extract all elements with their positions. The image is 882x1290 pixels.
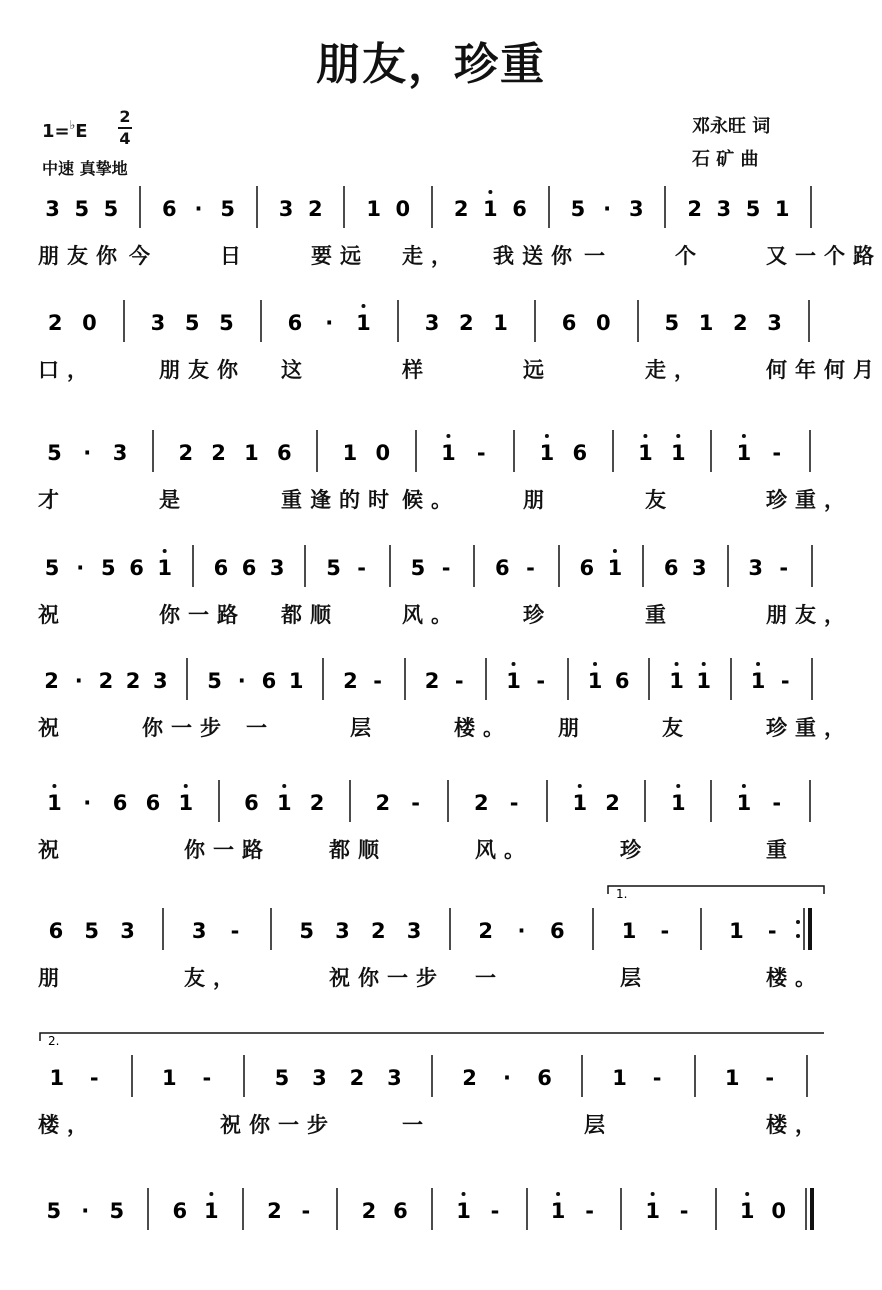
volta-bracket <box>40 1033 824 1041</box>
note: 6 <box>112 791 128 815</box>
dash-extension: - <box>679 1199 689 1223</box>
note: 1 <box>621 919 637 943</box>
note: 3 <box>387 1066 402 1090</box>
note: 2 <box>453 197 469 221</box>
octave-dot <box>512 662 516 666</box>
note: 5 <box>299 919 314 943</box>
dash-extension: - <box>441 556 451 580</box>
note: 6 <box>393 1199 408 1223</box>
note: 5 <box>410 556 426 580</box>
dash-extension: - <box>202 1066 212 1090</box>
note: 1 <box>276 791 292 815</box>
note: 3 <box>335 919 350 943</box>
lyric-syllable: 友 <box>662 715 691 740</box>
note: 2 <box>343 669 358 693</box>
note: 6 <box>561 311 577 335</box>
note: 5 <box>101 556 116 580</box>
note: 2 <box>125 669 141 693</box>
lyric-syllable: 珍 <box>620 837 649 862</box>
lyric-syllable: 珍重， <box>766 715 853 740</box>
octave-dot <box>556 1192 560 1196</box>
lyric-syllable: 我送你 <box>493 243 580 268</box>
lyric-syllable: 祝你一步 <box>220 1112 336 1137</box>
note: 5 <box>220 197 236 221</box>
note: 2 <box>733 311 748 335</box>
note: 3 <box>628 197 644 221</box>
volta-number: 1. <box>616 887 628 901</box>
note: 2 <box>211 441 226 465</box>
dot-extension: · <box>503 1066 512 1090</box>
note: 5 <box>47 441 62 465</box>
dash-extension: - <box>772 791 782 815</box>
octave-dot <box>488 190 492 194</box>
note: 2 <box>307 197 323 221</box>
note: 0 <box>771 1199 787 1223</box>
lyric-syllable: 层 <box>620 965 649 990</box>
lyric-syllable: 祝 <box>38 602 67 627</box>
note: 2 <box>478 919 494 943</box>
dot-extension: · <box>237 669 246 693</box>
lyric-syllable: 候。 <box>402 487 460 512</box>
note: 2 <box>458 311 474 335</box>
note: 1 <box>539 441 555 465</box>
lyrics-line <box>0 1242 862 1270</box>
note: 3 <box>748 556 763 580</box>
note: 1 <box>456 1199 471 1223</box>
note: 2 <box>47 311 63 335</box>
note: 6 <box>261 669 277 693</box>
note: 1 <box>288 669 304 693</box>
note: 6 <box>579 556 595 580</box>
dash-extension: - <box>509 791 519 815</box>
note: 5 <box>274 1066 290 1090</box>
note: 6 <box>244 791 259 815</box>
note: 1 <box>670 441 686 465</box>
lyric-syllable: 楼， <box>766 1112 824 1137</box>
note: 6 <box>287 311 303 335</box>
note: 1 <box>506 669 521 693</box>
dot-extension: · <box>81 1199 90 1223</box>
dash-extension: - <box>660 919 670 943</box>
lyric-syllable: 又一个路 <box>766 243 882 268</box>
note: 2 <box>370 919 386 943</box>
notation-line <box>0 178 862 288</box>
note: 1 <box>638 441 653 465</box>
lyric-syllable: 一 <box>246 715 275 740</box>
lyric-syllable: 走， <box>402 243 460 268</box>
note: 3 <box>152 669 168 693</box>
lyric-syllable: 楼。 <box>454 715 512 740</box>
lyric-syllable: 珍重， <box>766 487 853 512</box>
note: 2 <box>687 197 702 221</box>
lyric-syllable: 珍 <box>523 602 552 627</box>
octave-dot <box>52 784 56 788</box>
lyric-syllable: 风。 <box>402 602 460 627</box>
music-system <box>0 1180 862 1290</box>
note: 1 <box>724 1066 740 1090</box>
lyric-syllable: 朋友你 <box>38 243 125 268</box>
notation-line <box>0 1180 862 1290</box>
lyric-syllable: 你一步 <box>142 715 229 740</box>
dash-extension: - <box>373 669 383 693</box>
lyric-syllable: 祝 <box>38 837 67 862</box>
lyric-syllable: 才 <box>38 487 67 512</box>
note: 2 <box>349 1066 365 1090</box>
octave-dot <box>675 662 679 666</box>
note: 3 <box>767 311 782 335</box>
lyric-syllable: 都顺 <box>329 837 387 862</box>
note: 0 <box>395 197 411 221</box>
octave-dot <box>578 784 582 788</box>
lyric-syllable: 朋友你 <box>159 357 246 382</box>
dash-extension: - <box>230 919 240 943</box>
note: 6 <box>145 791 161 815</box>
lyrics-line <box>0 354 882 382</box>
note: 3 <box>112 441 128 465</box>
lyrics-line <box>0 712 862 740</box>
lyric-syllable: 楼。 <box>766 965 824 990</box>
note: 5 <box>103 197 119 221</box>
octave-dot <box>643 434 647 438</box>
dash-extension: - <box>767 919 777 943</box>
music-system <box>0 178 882 288</box>
note: 2 <box>462 1066 477 1090</box>
note: 0 <box>375 441 391 465</box>
tempo-marking: 中速 真挚地 <box>42 159 128 178</box>
lyrics-line <box>0 962 862 990</box>
notation-line <box>0 772 862 882</box>
note: 1 <box>739 1199 755 1223</box>
note: 1 <box>736 791 752 815</box>
note: 6 <box>572 441 588 465</box>
lyric-syllable: 口， <box>38 357 96 382</box>
note: 5 <box>570 197 586 221</box>
octave-dot <box>446 434 450 438</box>
note: 2 <box>267 1199 282 1223</box>
lyric-syllable: 个 <box>675 243 704 268</box>
dash-extension: - <box>301 1199 311 1223</box>
note: 1 <box>204 1199 219 1223</box>
notation-line <box>0 650 862 760</box>
lyric-syllable: 何年何月 <box>766 357 882 382</box>
note: 1 <box>607 556 623 580</box>
note: 3 <box>191 919 207 943</box>
music-system <box>0 537 862 647</box>
note: 0 <box>82 311 97 335</box>
octave-dot <box>651 1192 655 1196</box>
lyric-syllable: 朋 <box>38 965 67 990</box>
lyric-syllable: 友 <box>645 487 674 512</box>
lyric-syllable: 层 <box>350 715 379 740</box>
note: 1 <box>47 791 62 815</box>
note: 1 <box>178 791 194 815</box>
volta-number: 2. <box>48 1034 60 1048</box>
note: 2 <box>98 669 114 693</box>
note: 3 <box>45 197 60 221</box>
lyric-syllable: 都顺 <box>281 602 339 627</box>
note: 3 <box>716 197 732 221</box>
lyric-syllable: 样 <box>402 357 431 382</box>
note: 2 <box>424 669 440 693</box>
note: 1 <box>774 197 790 221</box>
note: 3 <box>406 919 422 943</box>
dot-extension: · <box>83 441 92 465</box>
note: 0 <box>595 311 611 335</box>
note: 6 <box>129 556 144 580</box>
note: 1 <box>572 791 588 815</box>
note: 2 <box>44 669 59 693</box>
music-system <box>0 1034 862 1157</box>
octave-dot <box>593 662 597 666</box>
dash-extension: - <box>779 556 789 580</box>
dash-extension: - <box>89 1066 99 1090</box>
song-title: 朋友，珍重 <box>316 39 546 90</box>
lyrics-line <box>0 834 862 862</box>
note: 1 <box>244 441 259 465</box>
note: 5 <box>46 1199 62 1223</box>
note: 2 <box>178 441 194 465</box>
note: 1 <box>645 1199 660 1223</box>
note: 2 <box>361 1199 377 1223</box>
dot-extension: · <box>194 197 203 221</box>
octave-dot <box>756 662 760 666</box>
lyric-syllable: 祝你一步 <box>329 965 445 990</box>
note: 1 <box>550 1199 566 1223</box>
note: 1 <box>157 556 172 580</box>
lyric-syllable: 这 <box>281 357 310 382</box>
composer-credit: 石 矿 曲 <box>692 149 759 170</box>
note: 3 <box>278 197 294 221</box>
note: 5 <box>745 197 761 221</box>
note: 6 <box>495 556 510 580</box>
lyric-syllable: 要远 <box>311 243 369 268</box>
lyric-syllable: 一 <box>475 965 504 990</box>
lyric-syllable: 重 <box>645 602 674 627</box>
note: 2 <box>473 791 489 815</box>
note: 5 <box>664 311 680 335</box>
note: 5 <box>184 311 200 335</box>
note: 5 <box>109 1199 125 1223</box>
note: 3 <box>269 556 285 580</box>
lyric-syllable: 日 <box>220 243 249 268</box>
lyric-syllable: 层 <box>584 1112 613 1137</box>
lyrics-line <box>0 240 882 268</box>
lyric-syllable: 风。 <box>475 837 533 862</box>
notation-line <box>0 537 862 647</box>
note: 1 <box>750 669 766 693</box>
note: 6 <box>663 556 679 580</box>
note: 3 <box>120 919 135 943</box>
dash-extension: - <box>454 669 464 693</box>
note: 5 <box>219 311 234 335</box>
note: 6 <box>512 197 527 221</box>
notation-line <box>0 887 862 1010</box>
lyric-syllable: 朋 <box>558 715 587 740</box>
lyrics-line <box>0 599 862 627</box>
notation-line <box>0 422 862 532</box>
note: 6 <box>276 441 292 465</box>
note: 6 <box>172 1199 188 1223</box>
note: 5 <box>44 556 60 580</box>
octave-dot <box>282 784 286 788</box>
lyric-syllable: 楼， <box>38 1112 96 1137</box>
note: 6 <box>614 669 630 693</box>
lyric-syllable: 重逢的时 <box>281 487 397 512</box>
octave-dot <box>702 662 706 666</box>
lyric-syllable: 今 <box>129 243 158 268</box>
time-signature: 2 4 <box>119 107 131 148</box>
octave-dot <box>745 1192 749 1196</box>
note: 1 <box>729 919 744 943</box>
note: 5 <box>84 919 100 943</box>
octave-dot <box>163 549 167 553</box>
lyric-syllable: 你一路 <box>184 837 271 862</box>
lyric-syllable: 一 <box>584 243 613 268</box>
note: 1 <box>696 669 712 693</box>
note: 3 <box>692 556 707 580</box>
dot-extension: · <box>517 919 526 943</box>
note: 1 <box>366 197 381 221</box>
note: 6 <box>550 919 565 943</box>
dot-extension: · <box>74 669 83 693</box>
dash-extension: - <box>411 791 420 815</box>
octave-dot <box>613 549 617 553</box>
note: 3 <box>312 1066 327 1090</box>
octave-dot <box>676 784 680 788</box>
note: 1 <box>736 441 752 465</box>
dash-extension: - <box>765 1066 775 1090</box>
volta-bracket <box>608 886 824 894</box>
note: 1 <box>698 311 714 335</box>
music-system <box>0 422 862 532</box>
dash-extension: - <box>490 1199 500 1223</box>
note: 5 <box>74 197 90 221</box>
note: 1 <box>587 669 603 693</box>
dash-extension: - <box>652 1066 662 1090</box>
octave-dot <box>184 784 188 788</box>
note: 6 <box>241 556 257 580</box>
note: 1 <box>483 197 498 221</box>
note: 1 <box>162 1066 177 1090</box>
octave-dot <box>742 784 746 788</box>
lyric-syllable: 一 <box>402 1112 431 1137</box>
notation-line <box>0 292 862 402</box>
lyric-syllable: 你一路 <box>159 602 246 627</box>
music-system <box>0 772 862 882</box>
note: 1 <box>49 1066 65 1090</box>
note: 6 <box>213 556 229 580</box>
note: 3 <box>150 311 166 335</box>
final-barline <box>810 1188 814 1230</box>
lyric-syllable: 走， <box>645 357 703 382</box>
lyric-syllable: 祝 <box>38 715 67 740</box>
octave-dot <box>545 434 549 438</box>
dash-extension: - <box>526 556 535 580</box>
octave-dot <box>361 304 365 308</box>
lyric-syllable: 是 <box>159 487 188 512</box>
note: 5 <box>207 669 222 693</box>
dash-extension: - <box>780 669 790 693</box>
note: 2 <box>375 791 391 815</box>
notation-line <box>0 1034 862 1157</box>
lyrics-line <box>0 1109 862 1137</box>
note: 1 <box>612 1066 627 1090</box>
note: 6 <box>48 919 64 943</box>
octave-dot <box>462 1192 466 1196</box>
lyricist-credit: 邓永旺 词 <box>692 116 771 137</box>
lyric-syllable: 朋 <box>523 487 552 512</box>
dash-extension: - <box>585 1199 594 1223</box>
dot-extension: · <box>325 311 334 335</box>
note: 1 <box>493 311 508 335</box>
key-signature: 1=♭E <box>42 118 88 142</box>
note: 5 <box>326 556 341 580</box>
note: 6 <box>162 197 177 221</box>
lyric-syllable: 远 <box>523 357 552 382</box>
octave-dot <box>742 434 746 438</box>
lyric-syllable: 友， <box>184 965 242 990</box>
note: 1 <box>669 669 684 693</box>
note: 1 <box>356 311 371 335</box>
dot-extension: · <box>83 791 92 815</box>
octave-dot <box>209 1192 213 1196</box>
music-system <box>0 650 862 760</box>
dash-extension: - <box>536 669 546 693</box>
dash-extension: - <box>357 556 367 580</box>
music-system <box>0 887 862 1010</box>
dash-extension: - <box>476 441 486 465</box>
note: 1 <box>670 791 686 815</box>
octave-dot <box>676 434 680 438</box>
lyrics-line <box>0 484 862 512</box>
dash-extension: - <box>772 441 782 465</box>
note: 2 <box>309 791 325 815</box>
note: 2 <box>605 791 620 815</box>
dot-extension: · <box>603 197 612 221</box>
dot-extension: · <box>76 556 85 580</box>
note: 3 <box>424 311 440 335</box>
note: 1 <box>441 441 456 465</box>
music-system <box>0 292 882 402</box>
repeat-barline <box>808 908 812 950</box>
note: 6 <box>537 1066 552 1090</box>
lyric-syllable: 重 <box>766 837 795 862</box>
lyric-syllable: 朋友， <box>766 602 853 627</box>
note: 1 <box>342 441 358 465</box>
